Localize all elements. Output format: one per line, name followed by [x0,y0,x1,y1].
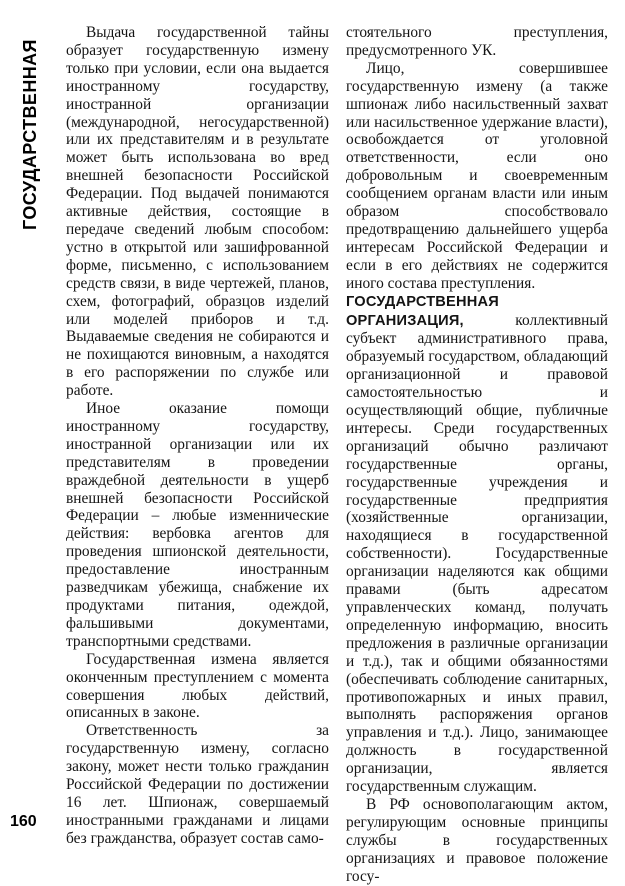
paragraph-rf-regulation: В РФ основополагающим актом, регулирующим основные принципы службы в государственных организациях и правовое положение госу- [346,795,608,885]
paragraph-state-secret: Выдача государственной тайны образует государственную измену только при условии, если она выдается иностранному государству, иностранной организации (международной, негосударственной) или их представителям и в результате может быть использована во вред внешней безопасности Российской Федерации. Под выдачей понимаются активные действия, состоящие в передаче сведений любым способом: устно в открытой или зашифрованной форме, письменно, с использованием средств связи, в виде чертежей, планов, схем, фотографий, образцов изделий или моделей приборов и т.д. Выдаваемые сведения не собираются и не похищаются виновным, а находятся в его распоряжении по службе или работе. [66,24,329,400]
entry-headword: ГОСУДАРСТВЕННАЯ ОРГАНИЗАЦИЯ, [346,293,499,329]
paragraph-completed-crime: Государственная измена является оконченным преступлением с момента совершения любых действий, описанных в законе. [66,650,329,722]
entry-definition: коллективный субъект административного права, образуемый государством, обладающий организационной и правовой самостоятельностью и осуществляющий общие, публичные интересы. Среди государственных организаций обычно различают государственные органы, государственные учреждения и государственные предприятия (хозяйственные организации, находящиеся в государственной собственности). Государственные организации наделяются как общими правами (быть адресатом управленческих команд, получать определенную информацию, вносить предложения в различные организации и т.д.), так и общими обязанностями (обеспечивать соблюдение санитарных, противопожарных и иных правил, выполнять распоряжения органов управления и т.д.). Лицо, занимающее должность в государственной организации, является государственным служащим. [346,311,608,796]
running-header [12,30,56,230]
paragraph-foreign-assistance: Иное оказание помощи иностранному государству, иностранной организации или их представителям в проведении враждебной деятельности в ущерб внешней безопасности Российской Федерации – любые изменнические действия: вербовка агентов для проведения шпионской деятельности, предоставление иностранным разведчикам убежища, снабжение их продуктами питания, одеждой, фальшивыми документами, транспортными средствами. [66,400,329,650]
paragraph-liability: Ответственность за государственную измену, согласно закону, может нести только гражданин Российской Федерации по достижении 16 лет. Шпионаж, совершаемый иностранными гражданами и лицами без гражданства, образует состав само- [66,722,329,847]
paragraph-continuation: стоятельного преступления, предусмотренного УК. [346,24,608,59]
left-column [66,24,329,848]
paragraph-exemption: Лицо, совершившее государственную измену (а также шпионаж либо насильственный захват или насильственное удержание власти), освобождается от уголовной ответственности, если оно добровольным и своевременным сообщением органам власти или иным образом способствовало предотвращению дальнейшего ущерба интересам Российской Федерации и если в его действиях не содержится иного состава преступления. [346,59,608,292]
right-column [346,24,608,886]
dictionary-entry [346,293,608,796]
page-number: 160 [10,813,37,830]
running-header-text: ГОСУДАРСТВЕННАЯ [20,39,40,230]
